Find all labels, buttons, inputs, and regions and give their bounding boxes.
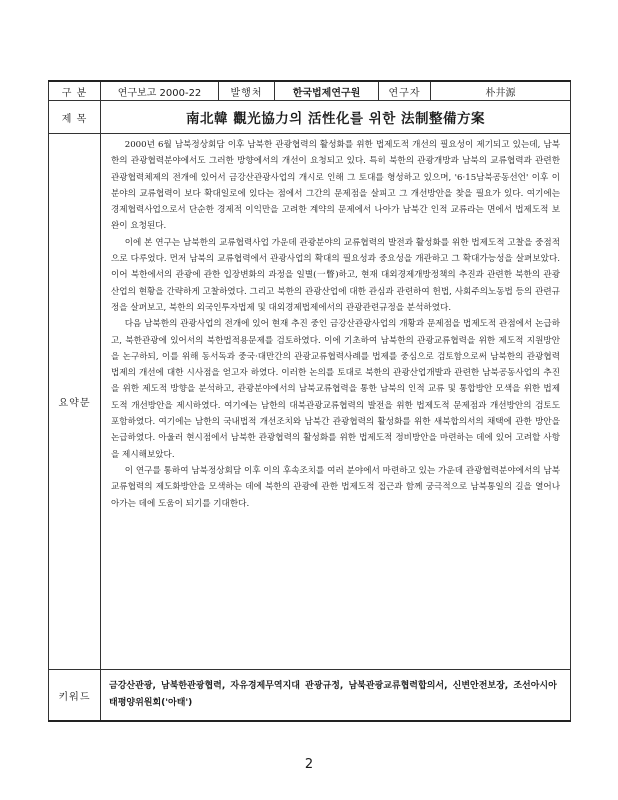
abstract-label: 요약문	[49, 134, 101, 670]
header-row	[49, 81, 571, 101]
report-number: 연구보고 2000-22	[101, 81, 219, 101]
author-name: 朴井源	[431, 81, 571, 101]
abstract-paragraph: 다음 남북한의 관광사업의 전개에 있어 현재 추진 중인 금강산관광사업의 개황과 문제점을 법제도적 관점에서 논급하고, 북한관광에 있어서의 북한법적용문제를 검토하였다. 이에 기초하여 남북한의 관광교류협력을 위한 제도적 지원방안을 논구하되, 이를 위해 동서독과 중국·대만간의 관광교류협력사례를 법제를 중심으로 검토함으로써 남북한의 관광협력법제의 개선에 대한 시사점을 얻고자 하였다. 이러한 논의를 토대로 북한의 관광산업개발과 관련한 남북공동사업의 추진을 위한 제도적 방향을 분석하고, 관광분야에서의 남북교류협력을 통한 남북의 인적 교류 및 통합방안 모색을 위한 법제도적 개선방안을 제시하였다. 여기에는 남한의 대북관광교류협력의 발전을 위한 법제도적 문제점과 개선방안의 검토도 포함하였다. 여기에는 남한의 국내법적 개선조치와 남북간 관광협력의 활성화를 위한 새북합의서의 채택에 관한 방안을 논급하였다. 아울러 현시점에서 남북한 관광협력의 활성화를 위한 법제도적 정비방안을 마련하는 데에 있어 고려할 사항을 제시해보았다.	[111, 319, 560, 460]
abstract-paragraph: 2000년 6월 남북정상회담 이후 남북한 관광협력의 활성화를 위한 법제도적 개선의 필요성이 제기되고 있는데, 남북한의 관광협력분야에서도 그러한 방향에서의 개선이 요청되고 있다. 특히 북한의 관광개방과 남북의 교류협력과 관련한 관광협력체제의 전개에 있어서 금강산관광사업의 개시로 인해 그 토대를 형성하고 있으며, '6·15남북공동선언' 이후 이 분야의 교류협력이 보다 확대일로에 있다는 점에서 그간의 문제점을 살피고 그 개선방안을 찾을 필요가 있다. 여기에는 경제협력사업으로서 단순한 경제적 이익만을 고려한 계약의 문제에서 나아가 남북간 인적 교류라는 면에서 법제도적 보완이 요청된다.	[111, 140, 560, 232]
report-summary-table	[48, 80, 571, 722]
keyword-row	[49, 670, 571, 722]
abstract-row	[49, 134, 571, 670]
report-summary-sheet	[48, 80, 570, 730]
abstract-body	[101, 134, 571, 670]
keyword-list: 금강산관광, 남북한관광협력, 자유경제무역지대 관광규정, 남북관광교류협력합의서, 신변안전보장, 조선아시아태평양위원회('아태')	[101, 670, 571, 722]
category-label: 구 분	[49, 81, 101, 101]
page-number: 2	[304, 757, 314, 772]
report-title: 南北韓 觀光協力의 活性化를 위한 法制整備方案	[101, 101, 571, 134]
author-label: 연구자	[379, 81, 431, 101]
title-label: 제 목	[49, 101, 101, 134]
publisher-label: 발행처	[219, 81, 275, 101]
title-row	[49, 101, 571, 134]
keyword-label: 키워드	[49, 670, 101, 722]
abstract-paragraph: 이에 본 연구는 남북한의 교류협력사업 가운데 관광분야의 교류협력의 발전과 활성화를 위한 법제도적 고찰을 중점적으로 다루었다. 먼저 남북의 교류협력에서 관광사업의 확대의 필요성과 중요성을 개관하고 그 확대가능성을 살펴보았다. 이어 북한에서의 관광에 관한 입장변화의 과정을 일별(一瞥)하고, 현재 대외경제개방정책의 추진과 관련한 북한의 관광산업의 현황을 간략하게 고찰하였다. 그리고 북한의 관광산업에 대한 관심과 관련하여 헌법, 사회주의노동법 등의 관련규정을 살펴보고, 북한의 외국인투자법제 및 대외경제법제에서의 관광관련규정을 분석하였다.	[111, 237, 560, 313]
abstract-paragraph: 이 연구를 통하여 남북정상회담 이후 이의 후속조치를 여러 분야에서 마련하고 있는 가운데 관광협력분야에서의 남북교류협력의 제도화방안을 모색하는 데에 북한의 관광에 관한 법제도적 접근과 함께 궁극적으로 남북통일의 길을 열어나아가는 데에 도움이 되기를 기대한다.	[111, 465, 560, 509]
publisher-name: 한국법제연구원	[275, 81, 379, 101]
